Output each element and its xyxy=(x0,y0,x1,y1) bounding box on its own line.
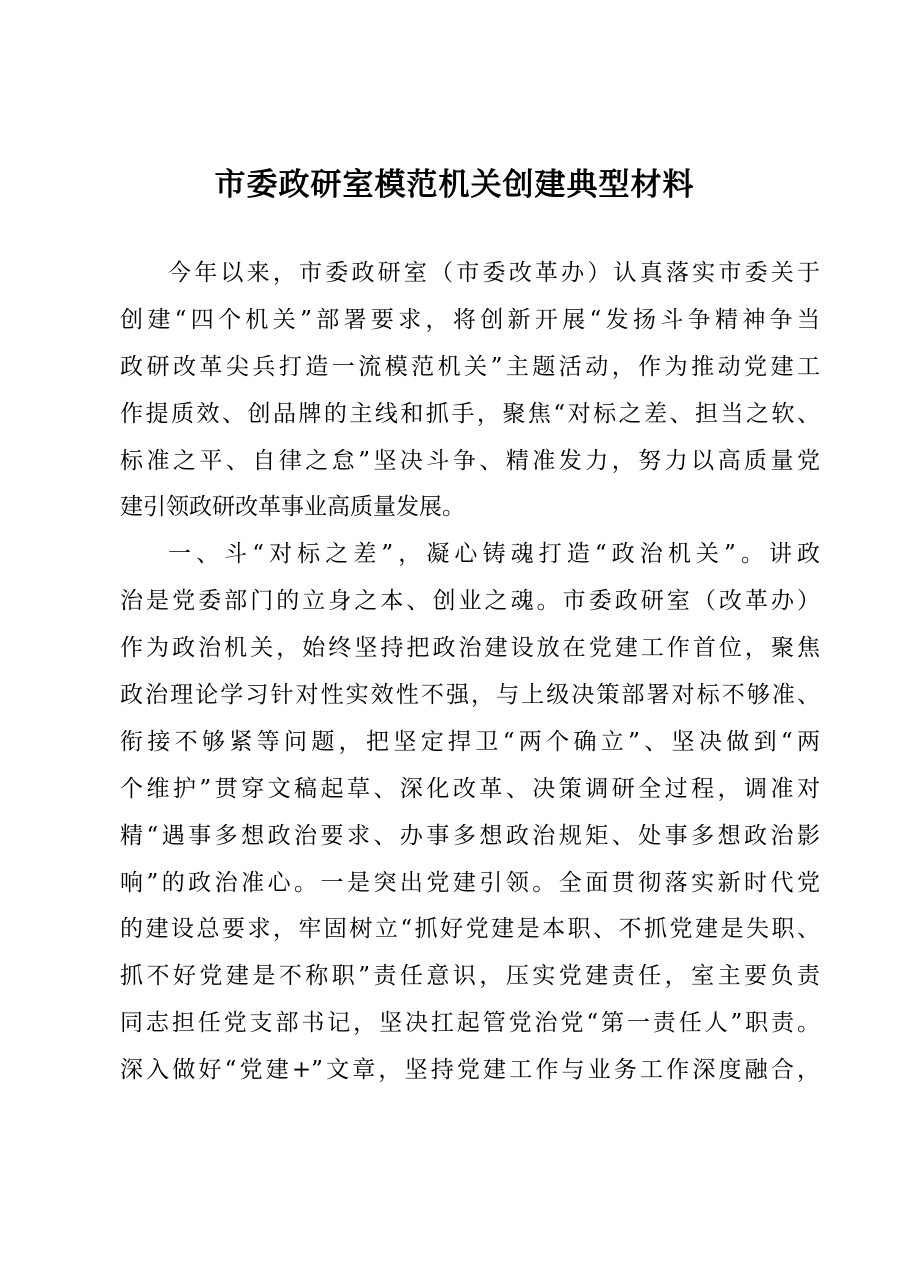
paragraph-line: 深入做好“党建+”文章，坚持党建工作与业务工作深度融合， xyxy=(120,1057,820,1084)
paragraph-line: 治是党委部门的立身之本、创业之魂。市委政研室（改革办） xyxy=(120,588,820,615)
paragraph-line: 创建“四个机关”部署要求，将创新开展“发扬斗争精神争当 xyxy=(120,306,820,333)
paragraph-line: 政研改革尖兵打造一流模范机关”主题活动，作为推动党建工 xyxy=(120,353,820,380)
paragraph-line: 一、斗“对标之差”，凝心铸魂打造“政治机关”。讲政 xyxy=(168,541,820,568)
paragraph-line: 个维护”贯穿文稿起草、深化改革、决策调研全过程，调准对 xyxy=(120,775,820,802)
paragraph-line: 的建设总要求，牢固树立“抓好党建是本职、不抓党建是失职、 xyxy=(120,916,820,943)
paragraph-line: 作提质效、创品牌的主线和抓手，聚焦“对标之差、担当之软、 xyxy=(120,400,820,427)
paragraph-line: 响”的政治准心。一是突出党建引领。全面贯彻落实新时代党 xyxy=(120,869,820,896)
paragraph-line: 同志担任党支部书记，坚决扛起管党治党“第一责任人”职责。 xyxy=(120,1010,820,1037)
paragraph-line: 建引领政研改革事业高质量发展。 xyxy=(120,494,465,521)
paragraph-line: 今年以来，市委政研室（市委改革办）认真落实市委关于 xyxy=(168,260,820,286)
paragraph-line: 精“遇事多想政治要求、办事多想政治规矩、处事多想政治影 xyxy=(120,822,820,849)
paragraph-line: 政治理论学习针对性实效性不强，与上级决策部署对标不够准、 xyxy=(120,682,820,709)
paragraph-line: 衔接不够紧等问题，把坚定捍卫“两个确立”、坚决做到“两 xyxy=(120,728,820,755)
paragraph-line: 标准之平、自律之怠”坚决斗争、精准发力，努力以高质量党 xyxy=(120,447,820,474)
document-title: 市委政研室模范机关创建典型材料 xyxy=(214,167,695,203)
document-body xyxy=(120,250,820,1094)
paragraph-line: 抓不好党建是不称职”责任意识，压实党建责任，室主要负责 xyxy=(120,963,820,990)
paragraph-line: 作为政治机关，始终坚持把政治建设放在党建工作首位，聚焦 xyxy=(120,635,820,662)
